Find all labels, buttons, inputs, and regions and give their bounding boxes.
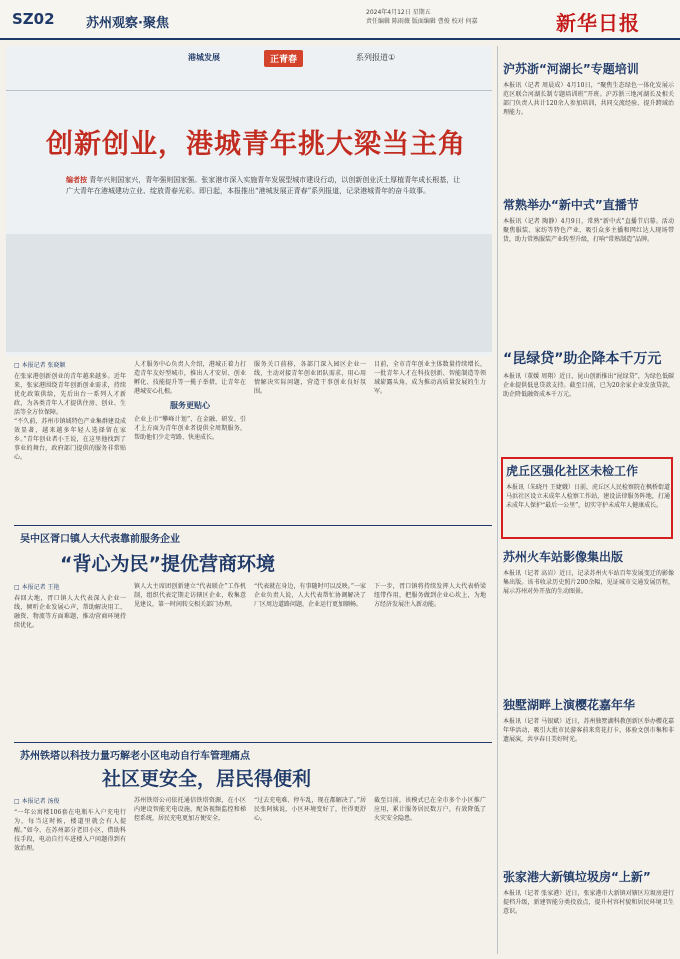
brief-text: 本报讯（记者 马银斌）近日，苏州独墅湖科教创新区举办樱花嘉年华活动，吸引大批市民游客前来赏花打卡，体验文创市集和非遗展演，共享春日美好时光。 — [503, 718, 674, 743]
story1-para3: 人才服务中心负责人介绍，港城正着力打造青年友好型城市，推出人才安居、创业孵化、技能提升等一揽子举措，让青年在港城安心扎根。 — [134, 361, 246, 395]
story1-byline: □ 本报记者 张晓颖 — [14, 362, 66, 369]
story1-para2: “不久前，苏州市镇域特色产业集群建设成效显著，越来越多年轻人选择留在家乡。”青年创业者小王说，在这里他找到了事业的舞台，政府部门提供的服务非常贴心。 — [14, 418, 126, 461]
brief-text: 本报讯（记者 周晨成）4月10日，“聚焦生态绿色一体化发展示范区联合河湖长制专题培训班”开班。沪苏浙三地河湖长及相关部门负责人共计120余人参加培训，共同交流经验、提升跨域治理能力。 — [503, 82, 674, 116]
brief-text: 本报讯（记者 陶静）4月9日，常熟“新中式”直播节启幕。活动聚焦服装、家纺等特色产业，吸引众多主播和网红达人现场带货，助力常熟服装产业转型升级，打响“常熟制造”品牌。 — [503, 218, 674, 243]
editor-note-label: 编者按 — [66, 175, 87, 184]
story1-col4 — [374, 360, 486, 520]
issue-editors: 责任编辑 陈雨薇 版面编辑 曹俊 校对 何嘉 — [366, 18, 478, 25]
story2-para2: 镇人大主席团创新建立“代表联企”工作机制，组织代表定期走访辖区企业，收集意见建议，第一时间转交相关部门办理。 — [134, 583, 246, 608]
story1-para5: 服务关口前移，各部门深入园区企业一线，主动对接青年创业团队需求，用心用情解决实际问题，营造干事创业良好氛围。 — [254, 361, 366, 395]
story3-headline: 社区更安全，居民得便利 — [102, 768, 312, 790]
brief-dushu-lake-cherry — [503, 696, 674, 867]
brief-title: 常熟举办“新中式”直播节 — [503, 198, 639, 212]
brief-huqiu-procuratorate — [506, 462, 670, 537]
story3-kicker: 苏州铁塔以科技力量巧解老小区电动自行车管理痛点 — [20, 751, 250, 762]
story-divider-1 — [14, 525, 492, 526]
story2-kicker: 吴中区胥口镇人大代表靠前服务企业 — [20, 534, 180, 545]
issue-meta — [366, 8, 536, 26]
story2-para1: 春回大地，胥口镇人大代表深入企业一线，倾听企业发展心声，帮助解决用工、融资、物流等方面难题，推动营商环境持续优化。 — [14, 595, 126, 629]
brief-daxin-garbage-room — [503, 868, 674, 957]
story2-col4 — [374, 582, 486, 737]
story2-headline: “背心为民”提优营商环境 — [60, 553, 275, 575]
story3-para2: 苏州铁塔公司依托通信铁塔资源，在小区内建设智能充电设施，配备视频监控和梯控系统，居民充电更加方便安全。 — [134, 797, 246, 822]
masthead — [0, 0, 680, 40]
story3-para4: 截至目前，该模式已在全市多个小区推广应用，累计服务居民数万户，有效降低了火灾安全隐患。 — [374, 797, 486, 822]
page-number: SZ02 — [12, 10, 55, 28]
issue-date: 2024年4月12日 星期五 — [366, 9, 431, 16]
brief-kunlvdai — [503, 348, 674, 452]
brief-title: 张家港大新镇垃圾房“上新” — [503, 870, 651, 884]
series-sub: 系列报道① — [356, 53, 396, 62]
story1-subhead: 服务更贴心 — [170, 401, 210, 410]
story-divider-2 — [14, 742, 492, 743]
story2-para3: “代表就在身边，有事随时可以反映。”一家企业负责人说，人大代表帮忙协调解决了厂区周边道路问题，企业运行更加顺畅。 — [254, 583, 366, 608]
story1-col3 — [254, 360, 366, 520]
brief-suzhou-station-photos — [503, 548, 674, 679]
lead-banner — [6, 46, 492, 356]
brief-title: “昆绿贷”助企降本千万元 — [503, 351, 662, 367]
story3-para3: “过去充电难、停车乱，现在都解决了。”居民张阿姨说，小区环境变好了，住得更舒心。 — [254, 797, 366, 822]
brief-text: 本报讯（朱晓丹 王婕娥）日前，虎丘区人民检察院在枫桥街道马浜社区设立未成年人检察工作站，建设法律服务阵地，打通未成年人保护“最后一公里”，切实守护未成年人健康成长。 — [506, 484, 670, 509]
brief-changshu-livestream — [503, 196, 674, 337]
story3-col2 — [134, 796, 246, 954]
brief-title: 独墅湖畔上演樱花嘉年华 — [503, 698, 636, 712]
story2-col1 — [14, 582, 126, 737]
editor-note — [66, 174, 466, 197]
story3-col3 — [254, 796, 366, 954]
column-rule — [497, 46, 498, 954]
editor-note-text: 青年兴则国家兴，青年强则国家强。张家港市深入实施青年发展型城市建设行动，以创新创业沃土厚植青年成长根基，让广大青年在港城建功立业、绽放青春光彩。即日起，本报推出“港城发展正青春”系列报道，记录港城青年的奋斗故事。 — [66, 176, 461, 195]
story3-byline: □ 本报记者 汤俊 — [14, 798, 60, 805]
banner-photo — [6, 234, 492, 352]
story2-col3 — [254, 582, 366, 737]
story1-para6: 目前，全市青年创业主体数量持续增长，一批青年人才在科技创新、智能制造等领域崭露头角，成为推动高质量发展的生力军。 — [374, 361, 486, 395]
brief-title: 苏州火车站影像集出版 — [503, 550, 624, 564]
story3-col1 — [14, 796, 126, 954]
newspaper-logo: 新华日报 — [556, 11, 640, 35]
series-label: 港城发展 — [188, 53, 220, 62]
story1-para4: 企业上市“攀峰计划”、在金融、研发、引才上方面为青年创业者提供全周期服务，帮助他们少走弯路、快速成长。 — [134, 416, 246, 441]
brief-text: 本报讯（记者 张家港）近日，张家港市大新镇对辖区垃圾房进行提档升级，新建智能分类投放点，提升村容村貌和居民环境卫生意识。 — [503, 890, 674, 915]
brief-river-lake-training — [503, 60, 674, 191]
brief-title: 虎丘区强化社区未检工作 — [506, 464, 639, 478]
brief-title: 沪苏浙“河湖长”专题培训 — [503, 62, 639, 76]
story1-col1 — [14, 360, 126, 520]
story2-para4: 下一步，胥口镇将持续发挥人大代表桥梁纽带作用，把服务做到企业心坎上，为地方经济发展注入新动能。 — [374, 583, 486, 608]
series-tag: 正青春 — [264, 50, 303, 67]
section-name: 苏州观察·聚焦 — [86, 16, 169, 31]
brief-text: 本报讯（记者 高岩）近日，记录苏州火车站百年发展变迁的影像集出版。该书收录历史照片200余幅，见证城市交通发展历程，展示苏州对外开放的生动图景。 — [503, 570, 674, 595]
story2-col2 — [134, 582, 246, 737]
story3-para1: “一年公寓楼106套在电瓶车入户充电行为，每当这时候，楼道里就会有人提醒。”如今，在苏州部分老旧小区，借助科技手段，电动自行车进楼入户问题得到有效治理。 — [14, 809, 126, 852]
story1-para1: 在张家港创新创业的青年越来越多。近年来，张家港围绕青年创新创业需求，持续优化政策供给，先后出台一系列人才新政，为各类青年人才提供住房、创业、生活等全方位保障。 — [14, 373, 126, 416]
banner-divider — [6, 90, 492, 91]
brief-text: 本报讯（董媛 周翔）近日，昆山创新推出“昆绿贷”，为绿色低碳企业提供低息贷款支持。截至目前，已为20余家企业发放贷款，助企降低融资成本千万元。 — [503, 373, 674, 398]
story3-col4 — [374, 796, 486, 954]
story2-byline: □ 本报记者 王艳 — [14, 584, 60, 591]
lead-headline: 创新创业，港城青年挑大梁当主角 — [46, 129, 466, 160]
story1-col2 — [134, 360, 246, 520]
